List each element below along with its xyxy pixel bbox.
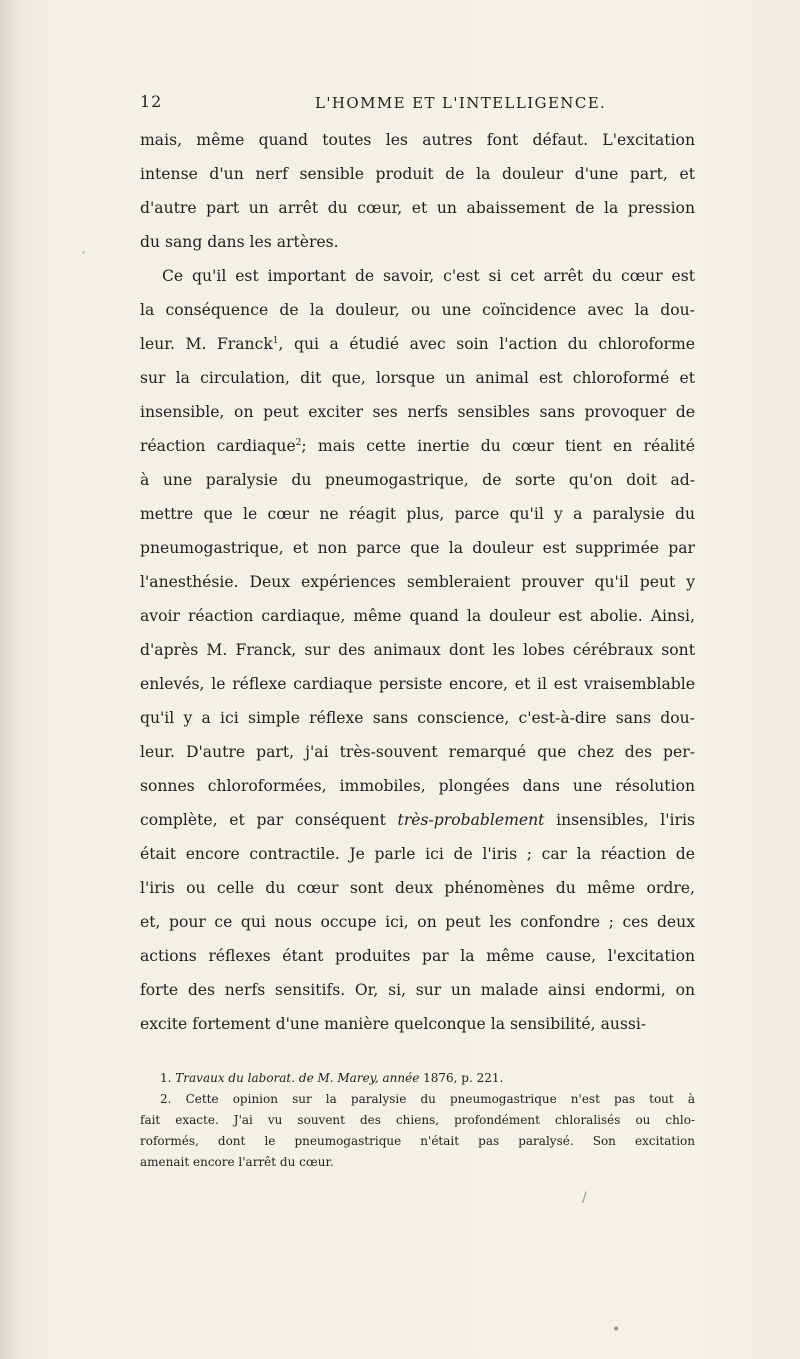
text-line: avoir réaction cardiaque, même quand la douleur est abolie. Ainsi,: [140, 607, 695, 625]
footnote-line: fait exacte. J'ai vu souvent des chiens, profondément chloralisés ou chlo-: [140, 1113, 695, 1127]
footnote-line: amenait encore l'arrêt du cœur.: [140, 1155, 334, 1169]
text-fragment: réaction cardiaque: [140, 437, 296, 455]
text-line: l'anesthésie. Deux expériences sembleraient prouver qu'il peut y: [140, 573, 695, 591]
footnote-text: 1876, p. 221.: [423, 1071, 504, 1085]
text-fragment: leur. M. Franck: [140, 335, 273, 353]
body-text: [140, 123, 695, 1041]
footnote-ref-2[interactable]: 2: [295, 437, 302, 448]
text-line: d'après M. Franck, sur des animaux dont les lobes cérébraux sont: [140, 641, 695, 659]
stray-mark: •: [612, 1322, 621, 1338]
text-line: actions réflexes étant produites par la même cause, l'excitation: [140, 947, 695, 965]
text-line: était encore contractile. Je parle ici de l'iris ; car la réaction de: [140, 845, 695, 863]
text-line: l'iris ou celle du cœur sont deux phénomènes du même ordre,: [140, 879, 695, 897]
text-line: sur la circulation, dit que, lorsque un animal est chloroformé et: [140, 369, 695, 387]
text-line: la conséquence de la douleur, ou une coïncidence avec la dou-: [140, 301, 695, 319]
text-line: mettre que le cœur ne réagit plus, parce qu'il y a paralysie du: [140, 505, 695, 523]
text-fragment: complète, et par conséquent: [140, 811, 386, 829]
footnote-ref-1[interactable]: 1: [272, 335, 279, 346]
footnote-2: [140, 1089, 695, 1110]
footnote-1: [140, 1068, 695, 1089]
text-line: excite fortement d'une manière quelconque la sensibilité, aussi-: [140, 1015, 647, 1033]
running-head: [140, 92, 700, 116]
text-line: [140, 803, 695, 837]
emphasis-text: très-probablement: [397, 811, 545, 829]
text-fragment: , qui a étudié avec soin l'action du chloroforme: [278, 335, 695, 353]
footnote-number: 1.: [160, 1071, 172, 1085]
text-line: enlevés, le réflexe cardiaque persiste encore, et il est vraisemblable: [140, 675, 695, 693]
text-line: insensible, on peut exciter ses nerfs sensibles sans provoquer de: [140, 403, 695, 421]
text-line: forte des nerfs sensitifs. Or, si, sur un malade ainsi endormi, on: [140, 981, 695, 999]
text-line: mais, même quand toutes les autres font défaut. L'excitation: [140, 131, 695, 149]
text-line: à une paralysie du pneumogastrique, de sorte qu'on doit ad-: [140, 471, 695, 489]
stray-mark: ′: [82, 250, 86, 266]
footnote-citation: Travaux du laborat. de M. Marey, année: [175, 1071, 420, 1085]
text-line: d'autre part un arrêt du cœur, et un abaissement de la pression: [140, 199, 695, 217]
text-line: Ce qu'il est important de savoir, c'est si cet arrêt du cœur est: [162, 267, 695, 285]
text-line: qu'il y a ici simple réflexe sans conscience, c'est-à-dire sans dou-: [140, 709, 695, 727]
running-head-title: L'HOMME ET L'INTELLIGENCE.: [315, 94, 607, 112]
text-line: [140, 327, 695, 361]
text-line: du sang dans les artères.: [140, 233, 339, 251]
text-line: leur. D'autre part, j'ai très-souvent remarqué que chez des per-: [140, 743, 695, 761]
text-line: [140, 429, 695, 463]
text-fragment: insensibles, l'iris: [556, 811, 695, 829]
page-edge-shadow: [0, 0, 18, 1359]
footnote-line: roformés, dont le pneumogastrique n'était pas paralysé. Son excitation: [140, 1134, 695, 1148]
page-number: 12: [140, 92, 163, 111]
text-line: sonnes chloroformées, immobiles, plongées dans une résolution: [140, 777, 695, 795]
text-fragment: ; mais cette inertie du cœur tient en réalité: [301, 437, 695, 455]
footnote-number: 2.: [160, 1092, 172, 1106]
text-line: pneumogastrique, et non parce que la douleur est supprimée par: [140, 539, 695, 557]
stray-mark: /: [582, 1190, 587, 1206]
text-line: et, pour ce qui nous occupe ici, on peut les confondre ; ces deux: [140, 913, 695, 931]
footnote-text: Cette opinion sur la paralysie du pneumogastrique n'est pas tout à: [185, 1092, 695, 1106]
text-line: intense d'un nerf sensible produit de la douleur d'une part, et: [140, 165, 695, 183]
footnotes: [140, 1068, 695, 1173]
